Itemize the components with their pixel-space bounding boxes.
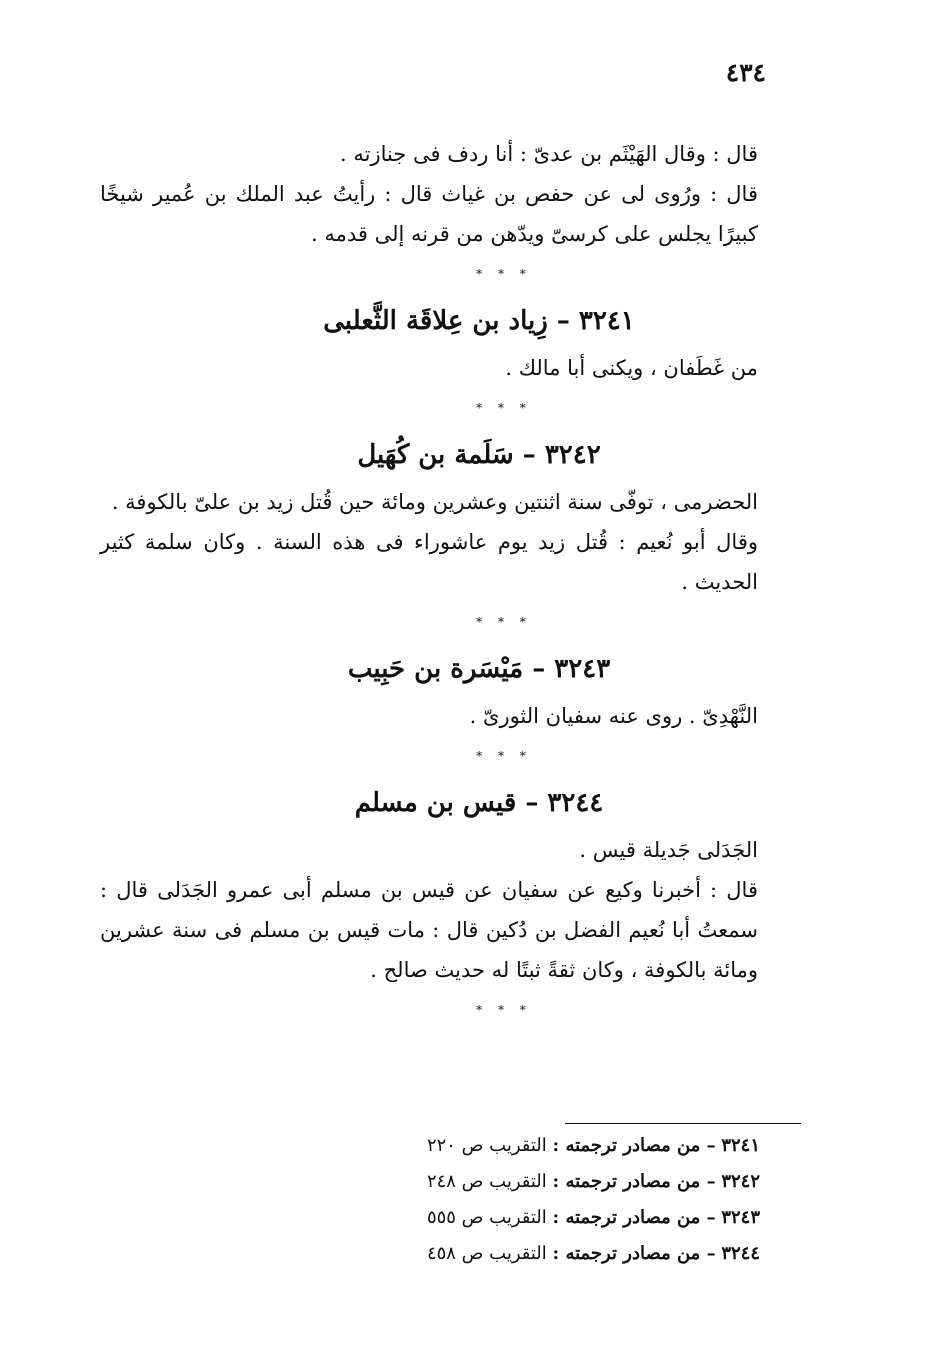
paragraph: الحضرمى ، توفّى سنة اثنتين وعشرين ومائة حين قُتل زيد بن علىّ بالكوفة . [111,490,758,514]
paragraph: قال : ورُوى لى عن حفص بن غياث قال : رأيتُ عبد الملك بن عُمير شيخًا كبيرًا يجلس على كرسىّ ويدّهن من قرنه إلى قدمه . [100,182,758,246]
section-separator: * * * [476,615,532,629]
footnote-source: التقريب ص ٢٢٠ [426,1135,547,1156]
footnote-number: ٣٢٤٢ [721,1171,760,1192]
footnote-source: التقريب ص ٢٤٨ [426,1171,547,1192]
footnote-divider [565,1123,801,1124]
footnote-item [380,1128,760,1164]
section-separator: * * * [476,267,532,281]
entry-heading: ٣٢٤٣ – مَيْسَرة بن حَبِيب [347,654,611,684]
footnote-source: التقريب ص ٤٥٨ [426,1243,547,1264]
entry-heading: ٣٢٤٤ – قيس بن مسلم [354,788,604,818]
footnote-item [380,1164,760,1200]
entry-heading: ٣٢٤١ – زِياد بن عِلاقَة الثَّعلبى [323,306,635,336]
footnote-item [380,1200,760,1236]
paragraph: وقال أبو نُعيم : قُتل زيد يوم عاشوراء فى هذه السنة . وكان سلمة كثير الحديث . [100,530,758,594]
footnote-label: – من مصادر ترجمته : [552,1243,716,1264]
paragraph: النَّهْدِىّ . روى عنه سفيان الثورىّ . [469,704,758,728]
paragraph: الجَدَلى جَديلة قيس . [579,838,758,862]
paragraph: من غَطَفان ، ويكنى أبا مالك . [505,356,758,380]
section-separator: * * * [476,401,532,415]
entry-heading: ٣٢٤٢ – سَلَمة بن كُهَيل [357,440,601,470]
section-separator: * * * [476,1003,532,1017]
page-number: ٤٣٤ [725,58,766,87]
footnote-label: – من مصادر ترجمته : [552,1135,716,1156]
footnote-source: التقريب ص ٥٥٥ [426,1207,547,1228]
footnote-item [380,1236,760,1272]
paragraph: قال : أخبرنا وكيع عن سفيان عن قيس بن مسلم أبى عمرو الجَدَلى قال : سمعتُ أبا نُعيم الفضل بن دُكين قال : مات قيس بن مسلم فى سنة عشرين ومائة بالكوفة ، وكان ثقةً ثبتًا له حديث صالح . [100,878,758,982]
footnote-label: – من مصادر ترجمته : [552,1207,716,1228]
footnote-label: – من مصادر ترجمته : [552,1171,716,1192]
paragraph: قال : وقال الهَيْثَم بن عدىّ : أنا ردف فى جنازته . [339,142,758,166]
footnote-number: ٣٢٤٤ [721,1243,760,1264]
footnote-number: ٣٢٤٣ [721,1207,760,1228]
footnotes [380,1128,760,1272]
body-text [100,134,758,1030]
section-separator: * * * [476,749,532,763]
footnote-number: ٣٢٤١ [721,1135,760,1156]
